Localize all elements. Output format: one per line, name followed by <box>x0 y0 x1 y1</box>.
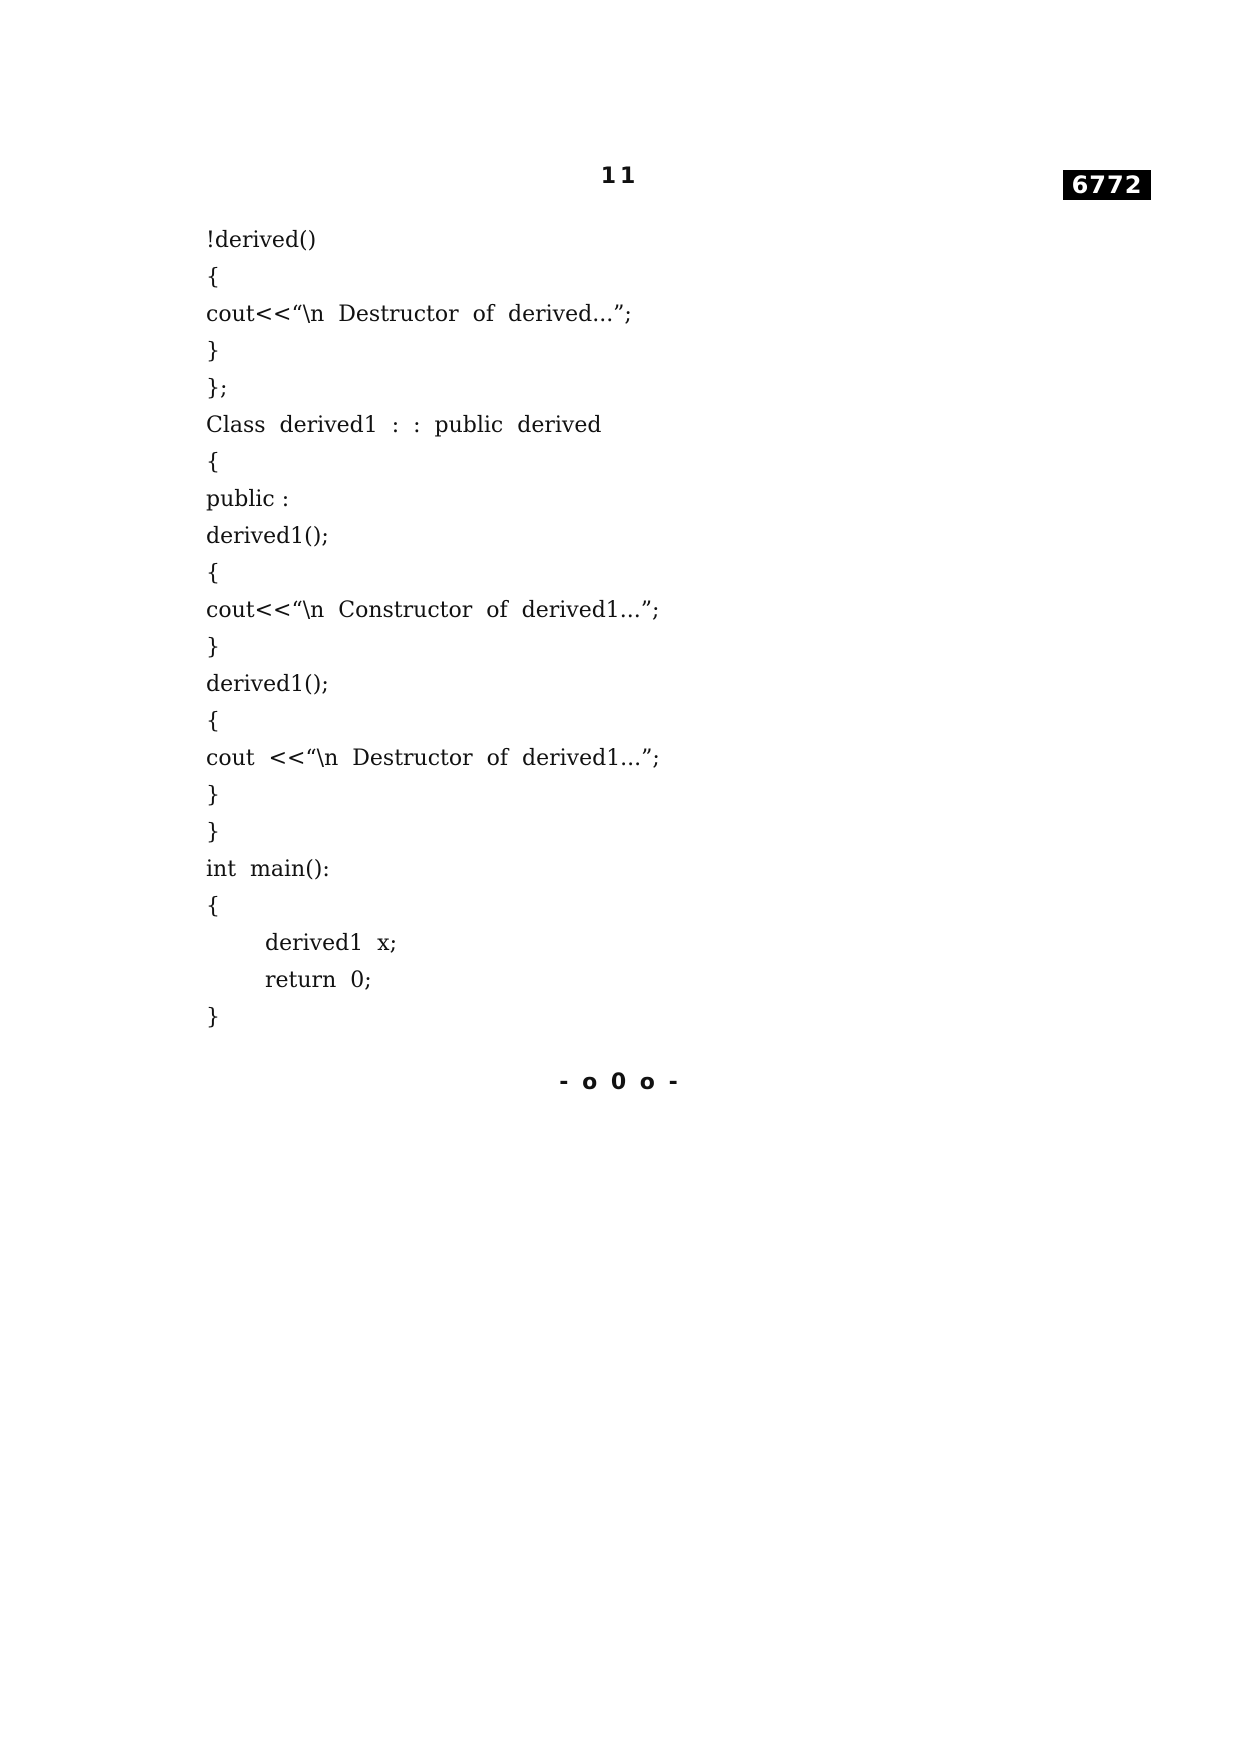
code-line: { <box>206 709 220 734</box>
code-line: { <box>206 561 220 586</box>
paper-code-badge: 6772 <box>1063 170 1151 200</box>
code-line: derived1 x; <box>265 931 397 956</box>
code-line: public : <box>206 487 290 512</box>
code-line: } <box>206 783 220 808</box>
code-line: Class derived1 : : public derived <box>206 413 602 438</box>
code-line: }; <box>206 376 228 401</box>
code-line: derived1(); <box>206 524 329 549</box>
code-line: { <box>206 894 220 919</box>
code-line: cout <<“\n Destructor of derived1...”; <box>206 746 660 771</box>
code-line: } <box>206 635 220 660</box>
code-line: { <box>206 265 220 290</box>
code-line: } <box>206 820 220 845</box>
code-line: return 0; <box>265 968 372 993</box>
code-block <box>206 222 1006 1036</box>
code-line: cout<<“\n Constructor of derived1...”; <box>206 598 660 623</box>
code-line: } <box>206 339 220 364</box>
code-line: { <box>206 450 220 475</box>
end-of-paper-mark: - o 0 o - <box>559 1070 681 1095</box>
code-line: cout<<“\n Destructor of derived...”; <box>206 302 632 327</box>
code-line: !derived() <box>206 228 317 253</box>
code-line: int main(): <box>206 857 330 882</box>
page-number: 11 <box>600 164 640 189</box>
code-line: derived1(); <box>206 672 329 697</box>
code-line: } <box>206 1005 220 1030</box>
